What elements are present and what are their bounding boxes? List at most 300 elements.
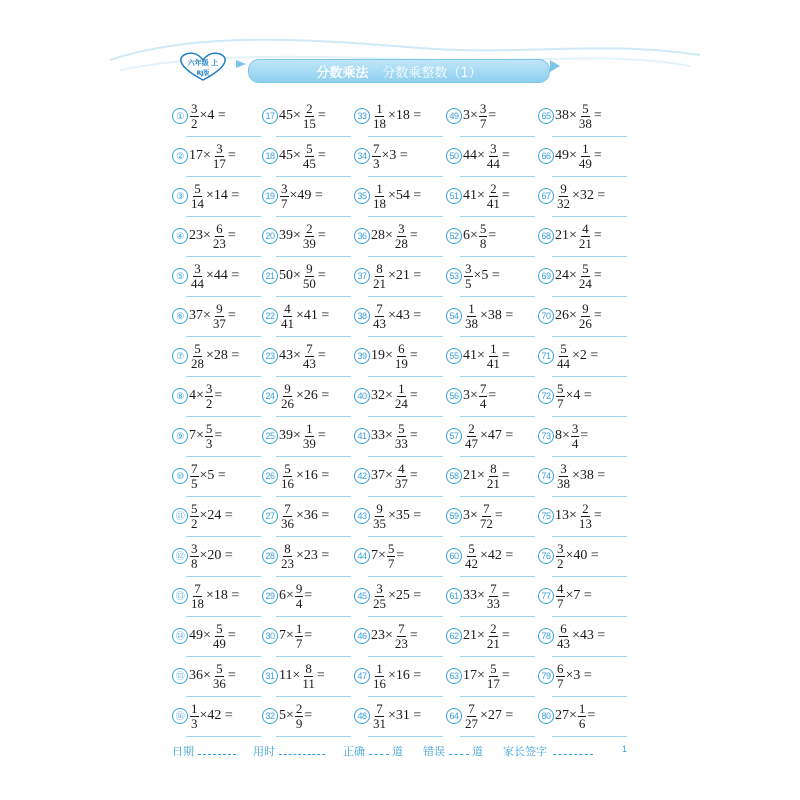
fraction-denominator: 7	[281, 195, 288, 211]
problem-number: 75	[538, 508, 554, 524]
fraction-numerator: 5	[205, 420, 213, 436]
fraction-denominator: 3	[373, 155, 380, 171]
fraction-denominator: 27	[465, 715, 478, 731]
problem-item	[172, 416, 222, 456]
problem-number: 34	[354, 148, 370, 164]
expression-text: =	[317, 148, 326, 163]
fraction-denominator: 3	[191, 715, 198, 731]
problem-number: 20	[262, 228, 278, 244]
expression-text: ×4 =	[565, 388, 592, 403]
expression-text: =	[593, 108, 602, 123]
fraction-numerator: 1	[468, 300, 475, 316]
correct-blank[interactable]	[369, 743, 389, 755]
fraction-denominator: 17	[212, 155, 226, 171]
expression-text: 41×	[463, 188, 485, 203]
fraction-denominator: 31	[373, 715, 386, 731]
answer-line[interactable]	[276, 736, 351, 737]
problem-number: 74	[538, 468, 554, 484]
problem-item	[262, 496, 329, 536]
problem-number: 54	[446, 308, 462, 324]
fraction	[486, 342, 501, 371]
fraction-denominator: 39	[302, 435, 316, 451]
problem-item	[172, 696, 233, 736]
problem-item	[262, 256, 326, 296]
problem-number: 80	[538, 708, 554, 724]
fraction-numerator: 9	[582, 300, 589, 316]
fraction-numerator: 3	[216, 140, 223, 156]
expression-text: =	[593, 508, 602, 523]
expression-text: =	[317, 428, 326, 443]
fraction-numerator: 1	[582, 140, 589, 156]
fraction-numerator: 2	[490, 620, 497, 636]
problem-item	[354, 696, 421, 736]
fraction	[578, 142, 593, 171]
date-blank[interactable]	[198, 743, 236, 755]
fraction	[190, 182, 205, 211]
fraction-numerator: 2	[306, 220, 313, 236]
fraction	[295, 702, 304, 731]
problem-number: ②	[172, 148, 188, 164]
expression-text: ×5 =	[473, 268, 500, 283]
expression-text: ×35 =	[388, 508, 422, 523]
fraction-denominator: 2	[191, 515, 198, 531]
fraction-numerator: 3	[194, 260, 201, 276]
expression-text: =	[488, 228, 497, 243]
expression-text: 21×	[463, 468, 485, 483]
problem-number: ⑦	[172, 348, 188, 364]
fraction-numerator: 5	[284, 460, 291, 476]
expression-text: ×32 =	[572, 188, 606, 203]
fraction	[295, 582, 304, 611]
problem-item	[172, 456, 226, 496]
fraction-numerator: 3	[490, 140, 497, 156]
problem-item	[354, 656, 421, 696]
expression-text: ×47 =	[480, 428, 514, 443]
fraction-denominator: 18	[373, 115, 386, 131]
problem-number: 23	[262, 348, 278, 364]
answer-line[interactable]	[186, 736, 261, 737]
problem-number: 71	[538, 348, 554, 364]
problem-item	[262, 696, 312, 736]
expression-text: ×28 =	[206, 348, 240, 363]
problem-item	[446, 96, 496, 136]
expression-text: ×43 =	[388, 308, 422, 323]
fraction-numerator: 5	[216, 620, 223, 636]
expression-text: 36×	[189, 668, 211, 683]
problem-number: ⑪	[172, 508, 188, 524]
fraction-denominator: 17	[486, 675, 500, 691]
expression-text: ×20 =	[199, 548, 233, 563]
fraction	[556, 542, 565, 571]
fraction-numerator: 9	[295, 580, 303, 596]
fraction	[486, 142, 501, 171]
problem-item	[446, 376, 496, 416]
answer-line[interactable]	[368, 736, 443, 737]
fraction-numerator: 1	[376, 100, 383, 116]
fraction	[280, 302, 295, 331]
problem-item	[446, 296, 513, 336]
fraction	[372, 502, 387, 531]
fraction	[387, 542, 396, 571]
expression-text: ×54 =	[388, 188, 422, 203]
expression-text: =	[501, 628, 510, 643]
fraction-numerator: 6	[560, 620, 567, 636]
fraction-numerator: 3	[479, 100, 487, 116]
problem-item	[538, 176, 605, 216]
problem-number: ⑯	[172, 708, 188, 724]
expression-text: =	[409, 228, 418, 243]
problem-item	[446, 176, 510, 216]
problem-number: ⑭	[172, 628, 188, 644]
fraction-denominator: 7	[557, 675, 564, 691]
problem-item	[262, 216, 326, 256]
fraction-denominator: 44	[557, 355, 570, 371]
expression-text: ×7 =	[565, 588, 592, 603]
fraction-denominator: 16	[281, 475, 294, 491]
answer-line[interactable]	[460, 736, 535, 737]
fraction-denominator: 4	[295, 595, 303, 611]
fraction-denominator: 21	[373, 275, 386, 291]
fraction-denominator: 50	[302, 275, 316, 291]
expression-text: ×36 =	[296, 508, 330, 523]
expression-text: 21×	[555, 228, 577, 243]
section-header	[248, 59, 550, 83]
fraction-denominator: 5	[465, 275, 472, 291]
fraction-numerator: 6	[398, 340, 405, 356]
fraction-denominator: 23	[281, 555, 294, 571]
problem-number: 49	[446, 108, 462, 124]
expression-text: 11×	[279, 668, 301, 683]
fraction-denominator: 7	[295, 635, 303, 651]
fraction-numerator: 2	[306, 100, 313, 116]
fraction-numerator: 5	[216, 660, 223, 676]
fraction	[578, 102, 593, 131]
problem-item	[538, 96, 602, 136]
page-number: 1	[622, 744, 628, 754]
fraction-denominator: 43	[302, 355, 316, 371]
expression-text: ×3 =	[381, 148, 408, 163]
expression-text: =	[593, 148, 602, 163]
footer	[0, 743, 800, 759]
fraction-numerator: 1	[191, 700, 198, 716]
expression-text: 44×	[463, 148, 485, 163]
fraction-denominator: 49	[578, 155, 592, 171]
expression-text: =	[409, 468, 418, 483]
fraction-denominator: 38	[465, 315, 478, 331]
fraction	[280, 462, 295, 491]
fraction	[372, 302, 387, 331]
expression-text: ×38 =	[480, 308, 514, 323]
parent-sign-blank[interactable]	[553, 743, 593, 755]
fraction-numerator: 3	[398, 220, 405, 236]
problem-number: 51	[446, 188, 462, 204]
fraction-numerator: 3	[571, 420, 579, 436]
date-label: 日期	[172, 745, 194, 758]
expression-text: =	[396, 548, 405, 563]
expression-text: =	[317, 268, 326, 283]
problem-item	[446, 656, 510, 696]
fraction-denominator: 41	[486, 355, 500, 371]
problem-item	[354, 216, 418, 256]
problem-item	[538, 296, 602, 336]
problem-number: ④	[172, 228, 188, 244]
problem-number: 58	[446, 468, 462, 484]
problem-number: 36	[354, 228, 370, 244]
problem-number: ⑬	[172, 588, 188, 604]
problem-number: 50	[446, 148, 462, 164]
wrong-blank[interactable]	[449, 743, 469, 755]
problem-item	[172, 336, 239, 376]
problem-number: 41	[354, 428, 370, 444]
problem-number: 32	[262, 708, 278, 724]
fraction-denominator: 44	[191, 275, 204, 291]
fraction	[394, 382, 409, 411]
fraction-numerator: 3	[376, 580, 383, 596]
correct-unit: 道	[392, 745, 403, 758]
problem-number: 35	[354, 188, 370, 204]
expression-text: =	[593, 308, 602, 323]
problem-number: 27	[262, 508, 278, 524]
fraction-denominator: 8	[191, 555, 198, 571]
fraction-numerator: 7	[398, 620, 405, 636]
expression-text: 39×	[279, 228, 301, 243]
fraction-numerator: 4	[284, 300, 291, 316]
problem-item	[172, 656, 236, 696]
expression-text: =	[488, 108, 497, 123]
fraction-denominator: 18	[373, 195, 386, 211]
expression-text: 6×	[463, 228, 478, 243]
expression-text: ×16 =	[388, 668, 422, 683]
problem-item	[172, 216, 236, 256]
fraction-numerator: 5	[557, 380, 564, 396]
expression-text: 23×	[371, 628, 393, 643]
expression-text: ×44 =	[206, 268, 240, 283]
problem-item	[538, 536, 599, 576]
fraction-denominator: 2	[557, 555, 564, 571]
fraction	[372, 102, 387, 131]
problem-number: 28	[262, 548, 278, 564]
fraction	[578, 502, 593, 531]
problem-number: 46	[354, 628, 370, 644]
problem-item	[262, 96, 326, 136]
expression-text: 49×	[555, 148, 577, 163]
fraction-denominator: 21	[578, 235, 592, 251]
problem-item	[538, 376, 592, 416]
problem-number: 56	[446, 388, 462, 404]
expression-text: 37×	[189, 308, 211, 323]
fraction	[280, 502, 295, 531]
fraction-numerator: 5	[387, 540, 395, 556]
fraction	[295, 622, 304, 651]
fraction-denominator: 36	[281, 515, 294, 531]
fraction	[302, 142, 317, 171]
expression-text: 7×	[189, 428, 204, 443]
expression-text: ×21 =	[388, 268, 422, 283]
problem-number: ③	[172, 188, 188, 204]
problem-item	[172, 496, 233, 536]
fraction	[212, 222, 227, 251]
problem-number: 62	[446, 628, 462, 644]
fraction	[372, 582, 387, 611]
fraction-numerator: 1	[578, 700, 586, 716]
fraction	[486, 622, 501, 651]
expression-text: ×41 =	[296, 308, 330, 323]
problem-item	[354, 496, 421, 536]
fraction	[464, 262, 473, 291]
fraction	[394, 622, 409, 651]
fraction-denominator: 18	[191, 595, 204, 611]
expression-text: =	[593, 268, 602, 283]
problem-item	[262, 336, 326, 376]
expression-text: 37×	[371, 468, 393, 483]
fraction-denominator: 7	[387, 555, 395, 571]
fraction-denominator: 28	[394, 235, 408, 251]
fraction-numerator: 7	[468, 700, 475, 716]
fraction-denominator: 35	[373, 515, 386, 531]
fraction-numerator: 7	[191, 460, 198, 476]
problem-item	[446, 616, 510, 656]
fraction-numerator: 5	[398, 420, 405, 436]
fraction-denominator: 45	[302, 155, 316, 171]
expression-text: =	[409, 348, 418, 363]
problem-number: 78	[538, 628, 554, 644]
fraction	[571, 422, 580, 451]
problem-item	[538, 616, 605, 656]
fraction	[372, 702, 387, 731]
fraction	[372, 662, 387, 691]
fraction	[394, 462, 409, 491]
problem-number: ⑥	[172, 308, 188, 324]
expression-text: =	[501, 668, 510, 683]
fraction	[302, 342, 317, 371]
fraction	[190, 462, 199, 491]
fraction-numerator: 1	[376, 660, 383, 676]
expression-text: ×3 =	[565, 668, 592, 683]
expression-text: ×27 =	[480, 708, 514, 723]
fraction	[394, 422, 409, 451]
problem-number: 44	[354, 548, 370, 564]
expression-text: ×5 =	[199, 468, 226, 483]
problem-item	[262, 456, 329, 496]
fraction-numerator: 2	[582, 500, 589, 516]
problem-item	[354, 616, 418, 656]
problem-item	[354, 336, 418, 376]
problem-number: 33	[354, 108, 370, 124]
expression-text: 3×	[463, 388, 478, 403]
expression-text: 23×	[189, 228, 211, 243]
problem-item	[262, 536, 329, 576]
problem-item	[538, 496, 602, 536]
problem-item	[446, 576, 510, 616]
fraction-denominator: 28	[191, 355, 204, 371]
fraction-denominator: 49	[212, 635, 226, 651]
expression-text: =	[227, 148, 236, 163]
section-subtitle: 分数乘整数（1）	[382, 65, 482, 81]
problem-item	[446, 496, 503, 536]
expression-text: 26×	[555, 308, 577, 323]
problem-number: ⑩	[172, 468, 188, 484]
fraction	[302, 222, 317, 251]
problem-item	[354, 376, 418, 416]
fraction	[556, 182, 571, 211]
fraction-numerator: 1	[398, 380, 405, 396]
fraction-denominator: 21	[486, 475, 500, 491]
expression-text: =	[214, 428, 223, 443]
problem-number: 77	[538, 588, 554, 604]
problem-number: 63	[446, 668, 462, 684]
expression-text: 5×	[279, 708, 294, 723]
expression-text: ×43 =	[572, 628, 606, 643]
fraction-denominator: 33	[394, 435, 408, 451]
expression-text: 3×	[463, 508, 478, 523]
fraction	[578, 702, 587, 731]
fraction	[280, 542, 295, 571]
fraction-numerator: 8	[284, 540, 291, 556]
answer-line[interactable]	[552, 736, 627, 737]
problem-number: 21	[262, 268, 278, 284]
fraction-denominator: 11	[302, 675, 315, 691]
problem-item	[262, 416, 326, 456]
problem-number: ①	[172, 108, 188, 124]
problem-number: 76	[538, 548, 554, 564]
fraction-denominator: 26	[281, 395, 294, 411]
fraction-numerator: 5	[490, 660, 497, 676]
expression-text: ×18 =	[388, 108, 422, 123]
fraction	[190, 542, 199, 571]
expression-text: 19×	[371, 348, 393, 363]
expression-text: ×16 =	[296, 468, 330, 483]
fraction	[464, 302, 479, 331]
fraction-denominator: 3	[205, 435, 213, 451]
problem-item	[538, 136, 602, 176]
problem-item	[262, 376, 329, 416]
fraction-denominator: 9	[295, 715, 303, 731]
problem-number: 26	[262, 468, 278, 484]
problem-item	[354, 536, 404, 576]
fraction-denominator: 23	[212, 235, 226, 251]
fraction-denominator: 42	[465, 555, 478, 571]
fraction	[556, 382, 565, 411]
expression-text: =	[494, 508, 503, 523]
expression-text: ×49 =	[289, 188, 323, 203]
problem-item	[354, 136, 408, 176]
problem-number: 47	[354, 668, 370, 684]
expression-text: ×26 =	[296, 388, 330, 403]
fraction-denominator: 6	[578, 715, 586, 731]
problem-number: ⑧	[172, 388, 188, 404]
expression-text: =	[580, 428, 589, 443]
expression-text: 45×	[279, 148, 301, 163]
problem-number: 39	[354, 348, 370, 364]
fraction-denominator: 7	[479, 115, 487, 131]
expression-text: =	[304, 708, 313, 723]
fraction-numerator: 5	[306, 140, 313, 156]
problem-number: 40	[354, 388, 370, 404]
problem-item	[446, 216, 496, 256]
expression-text: =	[317, 348, 326, 363]
fraction-denominator: 15	[302, 115, 316, 131]
expression-text: =	[227, 628, 236, 643]
time-blank[interactable]	[279, 743, 325, 755]
fraction-denominator: 4	[571, 435, 579, 451]
fraction-denominator: 33	[486, 595, 500, 611]
fraction-denominator: 16	[373, 675, 386, 691]
fraction-numerator: 2	[490, 180, 497, 196]
problem-item	[354, 256, 421, 296]
problem-number: 72	[538, 388, 554, 404]
grade-badge	[170, 50, 236, 82]
expression-text: 7×	[279, 628, 294, 643]
